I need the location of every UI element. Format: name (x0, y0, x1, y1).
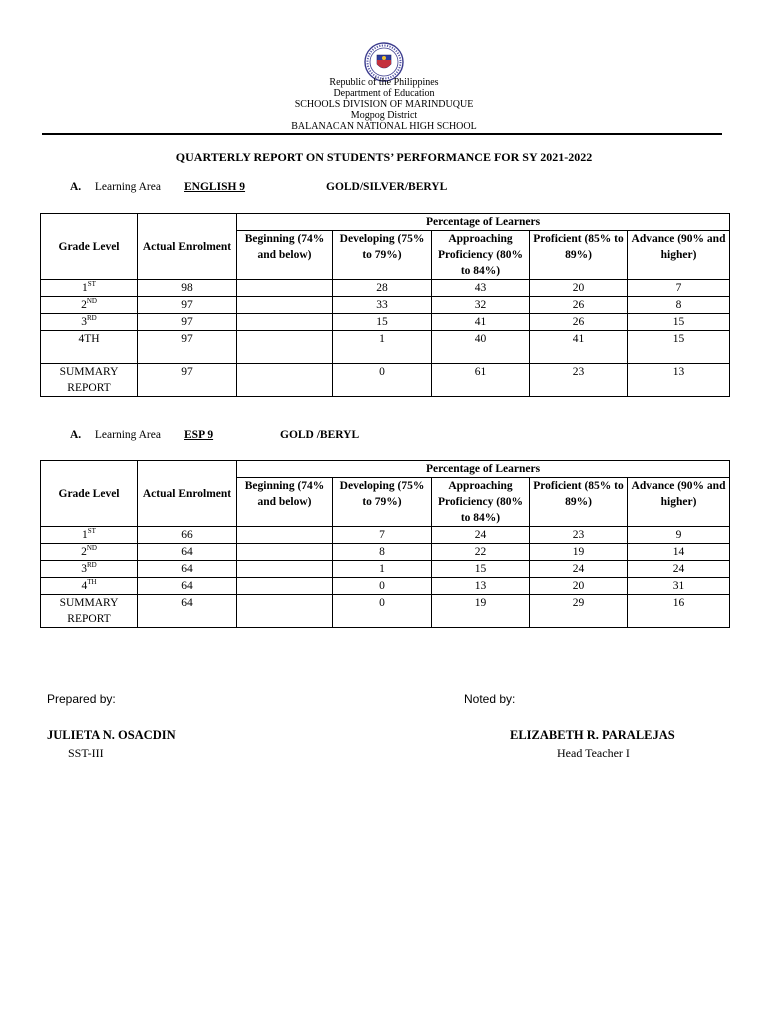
ordinal-suffix: ND (86, 297, 97, 305)
ordinal-suffix: ST (87, 280, 96, 288)
enrolment-cell: 64 (138, 595, 237, 628)
approaching-cell: 32 (432, 297, 530, 314)
enrolment-cell: 97 (138, 314, 237, 331)
proficient-cell: 26 (530, 314, 628, 331)
table-row (41, 280, 730, 297)
proficient-cell: 26 (530, 297, 628, 314)
enrolment-cell: 66 (138, 527, 237, 544)
beginning-cell (237, 280, 333, 297)
approaching-cell: 24 (432, 527, 530, 544)
proficient-cell: 23 (530, 527, 628, 544)
ordinal-suffix: TH (87, 578, 97, 586)
table-row (41, 595, 730, 628)
actual-enrolment-header: Actual Enrolment (138, 461, 237, 527)
advance-cell: 9 (628, 527, 730, 544)
advance-cell: 31 (628, 578, 730, 595)
header-department: Department of Education (333, 88, 435, 99)
beginning-header: Beginning (74% and below) (237, 231, 333, 280)
grade-level-cell (41, 297, 138, 314)
developing-cell: 0 (333, 578, 432, 595)
developing-cell: 1 (333, 561, 432, 578)
grade-level-cell (41, 527, 138, 544)
developing-cell: 28 (333, 280, 432, 297)
grade-level-cell (41, 314, 138, 331)
enrolment-cell: 98 (138, 280, 237, 297)
approaching-header: Approaching Proficiency (80% to 84%) (432, 231, 530, 280)
noter-name: ELIZABETH R. PARALEJAS (510, 728, 675, 742)
beginning-cell (237, 331, 333, 364)
percentage-header: Percentage of Learners (237, 214, 730, 231)
proficient-cell: 24 (530, 561, 628, 578)
percentage-header: Percentage of Learners (237, 461, 730, 478)
approaching-cell: 13 (432, 578, 530, 595)
learning-area-label: Learning Area (94, 429, 161, 441)
grade-level-value: SUMMARY REPORT (59, 597, 119, 625)
developing-header: Developing (75% to 79%) (333, 231, 432, 280)
noter-position: Head Teacher I (557, 746, 630, 760)
advance-cell: 7 (628, 280, 730, 297)
grade-level-cell (41, 595, 138, 628)
proficient-header: Proficient (85% to 89%) (530, 478, 628, 527)
grade-level-value: 4TH (78, 333, 100, 345)
approaching-cell: 22 (432, 544, 530, 561)
beginning-cell (237, 561, 333, 578)
advance-cell: 14 (628, 544, 730, 561)
enrolment-cell: 97 (138, 297, 237, 314)
advance-cell: 24 (628, 561, 730, 578)
section-letter: A. (70, 429, 82, 441)
header-division: SCHOOLS DIVISION OF MARINDUQUE (294, 99, 474, 110)
grade-level-value: SUMMARY REPORT (59, 366, 119, 394)
beginning-cell (237, 297, 333, 314)
preparer-position: SST-III (68, 746, 104, 760)
report-title: QUARTERLY REPORT ON STUDENTS’ PERFORMANCE FOR SY 2021-2022 (175, 150, 593, 164)
enrolment-cell: 97 (138, 331, 237, 364)
proficient-cell: 19 (530, 544, 628, 561)
grade-level-cell (41, 544, 138, 561)
grade-level-value: 3 (81, 563, 87, 575)
developing-cell: 7 (333, 527, 432, 544)
approaching-cell: 15 (432, 561, 530, 578)
proficient-cell: 23 (530, 364, 628, 397)
ordinal-suffix: RD (87, 561, 97, 569)
advance-header: Advance (90% and higher) (628, 478, 730, 527)
beginning-cell (237, 527, 333, 544)
grade-level-cell (41, 364, 138, 397)
learning-area-label: Learning Area (94, 181, 161, 193)
advance-cell: 15 (628, 331, 730, 364)
enrolment-cell: 64 (138, 561, 237, 578)
table-row (41, 297, 730, 314)
table-row (41, 331, 730, 364)
header-divider (42, 133, 722, 135)
advance-cell: 15 (628, 314, 730, 331)
advance-cell: 13 (628, 364, 730, 397)
grade-level-header: Grade Level (41, 461, 138, 527)
enrolment-cell: 97 (138, 364, 237, 397)
ordinal-suffix: ND (86, 544, 97, 552)
enrolment-cell: 64 (138, 578, 237, 595)
table-row (41, 561, 730, 578)
header-school: BALANACAN NATIONAL HIGH SCHOOL (291, 121, 477, 132)
developing-cell: 15 (333, 314, 432, 331)
beginning-cell (237, 544, 333, 561)
learning-area-sections: GOLD /BERYL (280, 429, 360, 441)
table-row (41, 544, 730, 561)
header-country: Republic of the Philippines (329, 77, 439, 88)
approaching-cell: 61 (432, 364, 530, 397)
beginning-header: Beginning (74% and below) (237, 478, 333, 527)
table-row (41, 527, 730, 544)
advance-cell: 16 (628, 595, 730, 628)
grade-level-value: 2 (81, 299, 87, 311)
proficient-cell: 20 (530, 280, 628, 297)
table-row (41, 364, 730, 397)
advance-cell: 8 (628, 297, 730, 314)
ordinal-suffix: RD (87, 314, 97, 322)
section-letter: A. (70, 181, 82, 193)
grade-level-cell (41, 561, 138, 578)
grade-level-value: 1 (82, 529, 88, 541)
english-report-table (40, 213, 730, 397)
ordinal-suffix: ST (87, 527, 96, 535)
learning-area-subject: ESP 9 (184, 429, 214, 441)
beginning-cell (237, 595, 333, 628)
preparer-name: JULIETA N. OSACDIN (47, 728, 176, 742)
grade-level-cell (41, 331, 138, 364)
developing-cell: 8 (333, 544, 432, 561)
learning-area-line (70, 181, 448, 193)
learning-area-line (70, 429, 360, 441)
grade-level-value: 2 (81, 546, 87, 558)
table-row (41, 578, 730, 595)
learning-area-sections: GOLD/SILVER/BERYL (326, 181, 448, 193)
developing-cell: 33 (333, 297, 432, 314)
proficient-cell: 20 (530, 578, 628, 595)
proficient-cell: 41 (530, 331, 628, 364)
grade-level-cell (41, 280, 138, 297)
learning-area-subject: ENGLISH 9 (184, 181, 246, 193)
grade-level-value: 1 (82, 282, 88, 294)
grade-level-header: Grade Level (41, 214, 138, 280)
enrolment-cell: 64 (138, 544, 237, 561)
noted-by-label: Noted by: (464, 692, 516, 706)
approaching-header: Approaching Proficiency (80% to 84%) (432, 478, 530, 527)
advance-header: Advance (90% and higher) (628, 231, 730, 280)
header-district: Mogpog District (350, 110, 418, 121)
grade-level-cell (41, 578, 138, 595)
deped-seal-icon (364, 42, 404, 82)
grade-level-value: 3 (81, 316, 87, 328)
actual-enrolment-header: Actual Enrolment (138, 214, 237, 280)
grade-level-value: 4 (81, 580, 88, 592)
approaching-cell: 19 (432, 595, 530, 628)
developing-cell: 0 (333, 595, 432, 628)
proficient-cell: 29 (530, 595, 628, 628)
prepared-by-label: Prepared by: (47, 692, 116, 706)
developing-header: Developing (75% to 79%) (333, 478, 432, 527)
beginning-cell (237, 578, 333, 595)
beginning-cell (237, 314, 333, 331)
developing-cell: 0 (333, 364, 432, 397)
approaching-cell: 40 (432, 331, 530, 364)
esp-report-table (40, 460, 730, 628)
developing-cell: 1 (333, 331, 432, 364)
approaching-cell: 43 (432, 280, 530, 297)
beginning-cell (237, 364, 333, 397)
proficient-header: Proficient (85% to 89%) (530, 231, 628, 280)
table-row (41, 314, 730, 331)
approaching-cell: 41 (432, 314, 530, 331)
